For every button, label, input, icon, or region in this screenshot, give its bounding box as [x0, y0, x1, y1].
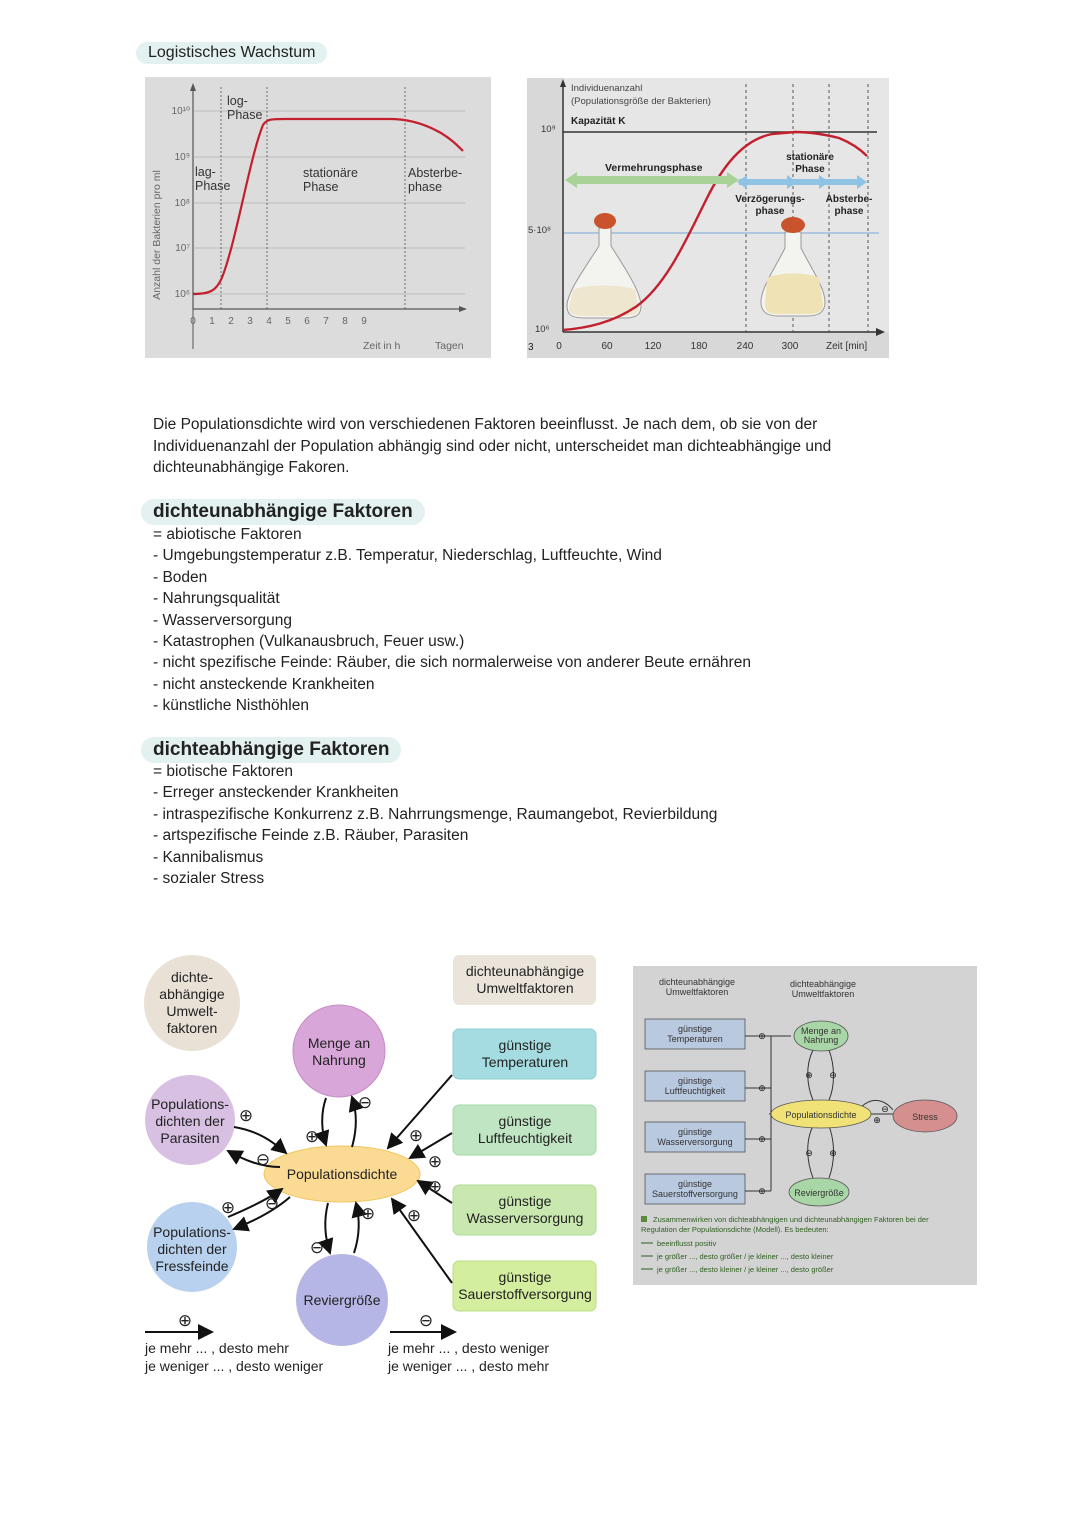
predators-label: Populations-dichten der Fressfeinde	[153, 1224, 231, 1274]
water-label: günstige Wasserversorgung	[466, 1193, 584, 1226]
x-tick: 0	[190, 316, 196, 327]
minus-sign: ⊖	[881, 1104, 889, 1114]
x-tick: 2	[228, 316, 234, 327]
regulation-model-figure	[633, 966, 977, 1285]
plus-sign: ⊕	[829, 1148, 837, 1158]
legend-plus-text: je mehr ... , desto mehr je weniger ... , desto weniger	[145, 1340, 324, 1374]
population-density-diagram	[130, 945, 610, 1390]
x-tick: 3	[247, 316, 253, 327]
plus-sign: ⊕	[220, 1198, 236, 1217]
y-axis-label: Anzahl der Bakterien pro ml	[151, 170, 163, 300]
list-item: - nicht ansteckende Krankheiten	[153, 675, 375, 693]
list-item: = biotische Faktoren	[153, 763, 294, 780]
phase-label-lag: lag-Phase	[195, 165, 231, 193]
plus-sign: ⊕	[408, 1126, 424, 1145]
minus-sign: ⊖	[805, 1148, 813, 1158]
plus-sign: ⊕	[758, 1134, 766, 1144]
list-item: - artspezifische Feinde z.B. Räuber, Parasiten	[153, 827, 469, 845]
list-item: - Boden	[153, 568, 208, 586]
x-tick: 60	[601, 341, 613, 352]
phase-label-stationary: stationäre Phase	[303, 166, 358, 194]
x-tick: 300	[781, 341, 799, 352]
model-caption: Zusammenwirken von dichteabhängigen und dichteunabhängigen Faktoren bei der Regulation der Populationsdichte (Modell). Es bedeuten:	[641, 1215, 929, 1234]
list-item: - intraspezifische Konkurrenz z.B. Nahrrungsmenge, Raumangebot, Revierbildung	[153, 805, 718, 823]
plus-sign: ⊕	[758, 1031, 766, 1041]
y-tick: 10⁷	[175, 243, 190, 254]
x-tick: 240	[736, 341, 754, 352]
humidity-label: günstige Luftfeuchtigkeit	[477, 1113, 573, 1146]
parasites-label: Populations-dichten der Parasiten	[151, 1096, 229, 1146]
model-box-label: günstige Sauerstoffversorgung	[652, 1179, 738, 1199]
territory-label: Reviergröße	[303, 1292, 381, 1308]
intro-paragraph: Die Populationsdichte wird von verschiedenen Faktoren beeinflusst. Je nach dem, ob sie von der Individuenanzahl der Population abhängig sind oder nicht, unterscheidet man dichteabhängige und dichteunabhängige Fakoren.	[153, 416, 832, 476]
list-item: - Erreger ansteckender Krankheiten	[153, 784, 399, 802]
list-item: - Kannibalismus	[153, 848, 264, 866]
model-center-label: Populationsdichte	[785, 1110, 857, 1120]
model-legend-item: beeinflusst positiv	[657, 1239, 717, 1248]
legend-plus-sign: ⊕	[177, 1311, 193, 1330]
minus-sign: ⊖	[309, 1238, 325, 1257]
list-item: - Wasserversorgung	[153, 611, 292, 629]
phase-label-decline: Absterbe-phase	[825, 194, 873, 217]
y-axis-title: Individuenanzahl	[571, 83, 643, 94]
y-tick: 10⁹	[541, 124, 556, 135]
phase-label-delay: Verzögerungs-phase	[735, 194, 805, 217]
model-territory-label: Reviergröße	[794, 1188, 844, 1198]
model-legend-item: je größer ..., desto größer / je kleiner ..., desto kleiner	[657, 1252, 834, 1261]
list-item: - sozialer Stress	[153, 870, 265, 888]
y-tick: 10¹⁰	[171, 106, 190, 117]
list-item: - Umgebungstemperatur z.B. Temperatur, Niederschlag, Luftfeuchte, Wind	[153, 547, 662, 565]
x-tick: 6	[304, 316, 310, 327]
plus-sign: ⊕	[758, 1186, 766, 1196]
plus-sign: ⊕	[304, 1127, 320, 1146]
x-axis-label-days: Tagen	[435, 340, 464, 352]
legend-minus-text: je mehr ... , desto weniger je weniger ... , desto mehr	[388, 1340, 550, 1374]
plus-sign: ⊕	[758, 1083, 766, 1093]
food-label: Menge an Nahrung	[307, 1035, 371, 1068]
x-tick: 8	[342, 316, 348, 327]
plus-sign: ⊕	[427, 1177, 443, 1196]
minus-sign: ⊖	[357, 1093, 373, 1112]
list-item: - Katastrophen (Vulkanausbruch, Feuer usw.)	[153, 633, 465, 651]
list-independent-factors	[153, 524, 751, 717]
independent-factors-label: dichteunabhängige Umweltfaktoren	[465, 963, 585, 996]
x-tick: 1	[209, 316, 215, 327]
model-box-label: günstige Temperaturen	[667, 1024, 723, 1044]
x-tick: 9	[361, 316, 367, 327]
oxygen-label: günstige Sauerstoffversorgung	[458, 1269, 592, 1302]
model-box-label: günstige Wasserversorgung	[657, 1127, 733, 1147]
phase-label-log: log-Phase	[227, 94, 263, 122]
x-tick: 4	[266, 316, 272, 327]
section-title: Logistisches Wachstum	[136, 42, 327, 64]
phase-label-stationary: stationäre Phase	[786, 152, 834, 175]
food-node	[293, 1005, 385, 1097]
x-tick: 7	[323, 316, 329, 327]
growth-graph-bacteria	[145, 77, 491, 358]
plus-sign: ⊕	[805, 1070, 813, 1080]
heading-dependent-factors: dichteabhängige Faktoren	[141, 737, 401, 763]
model-legend-item: je größer ..., desto kleiner / je kleiner ..., desto größer	[657, 1265, 834, 1274]
y-tick: 10⁶	[535, 324, 550, 335]
list-item: - künstliche Nisthöhlen	[153, 697, 309, 715]
capacity-label: Kapazität K	[571, 116, 626, 127]
growth-curve	[193, 119, 463, 294]
x-axis-label: Zeit [min]	[826, 341, 868, 352]
y-tick: 10⁹	[174, 152, 190, 163]
x-axis-label: Zeit in h	[363, 340, 401, 352]
y-tick: 10⁸	[174, 198, 190, 209]
plus-sign: ⊕	[873, 1115, 881, 1125]
y-tick: 5·10⁸	[528, 225, 552, 236]
y-tick: 10⁶	[174, 289, 190, 300]
population-density-label: Populationsdichte	[286, 1166, 398, 1182]
heading-independent-factors: dichteunabhängige Faktoren	[141, 499, 425, 525]
list-dependent-factors	[153, 761, 717, 889]
model-col1-title: dichteunabhängige Umweltfaktoren	[658, 977, 736, 997]
phase-label-decline: Absterbe-phase	[408, 166, 463, 194]
model-stress-label: Stress	[912, 1112, 938, 1122]
minus-sign: ⊖	[255, 1150, 271, 1169]
corner-mark: 3	[528, 342, 534, 353]
list-item: - Nahrungsqualität	[153, 590, 280, 608]
x-tick: 5	[285, 316, 291, 327]
plus-sign: ⊕	[360, 1204, 376, 1223]
minus-sign: ⊖	[264, 1194, 280, 1213]
dependent-factors-label: dichte-abhängige Umwelt-faktoren	[159, 969, 225, 1036]
minus-sign: ⊖	[829, 1070, 837, 1080]
model-col2-title: dichteabhängige Umweltfaktoren	[789, 979, 857, 999]
y-axis-subtitle: (Populationsgröße der Bakterien)	[571, 96, 711, 107]
growth-graph-capacity	[527, 78, 889, 358]
plus-sign: ⊕	[406, 1206, 422, 1225]
plus-sign: ⊕	[427, 1152, 443, 1171]
legend-minus-sign: ⊖	[418, 1311, 434, 1330]
x-tick: 0	[556, 341, 562, 352]
x-tick: 180	[690, 341, 708, 352]
phase-label-growth: Vermehrungsphase	[605, 162, 703, 174]
list-item: - nicht spezifische Feinde: Räuber, die sich normalerweise von anderer Beute ernähren	[153, 654, 751, 672]
model-box-label: günstige Luftfeuchtigkeit	[664, 1076, 726, 1096]
list-item: = abiotische Faktoren	[153, 526, 302, 543]
x-tick: 120	[644, 341, 662, 352]
plus-sign: ⊕	[238, 1106, 254, 1125]
model-food-label: Menge an Nahrung	[800, 1026, 842, 1045]
temperature-label: günstige Temperaturen	[481, 1037, 569, 1070]
